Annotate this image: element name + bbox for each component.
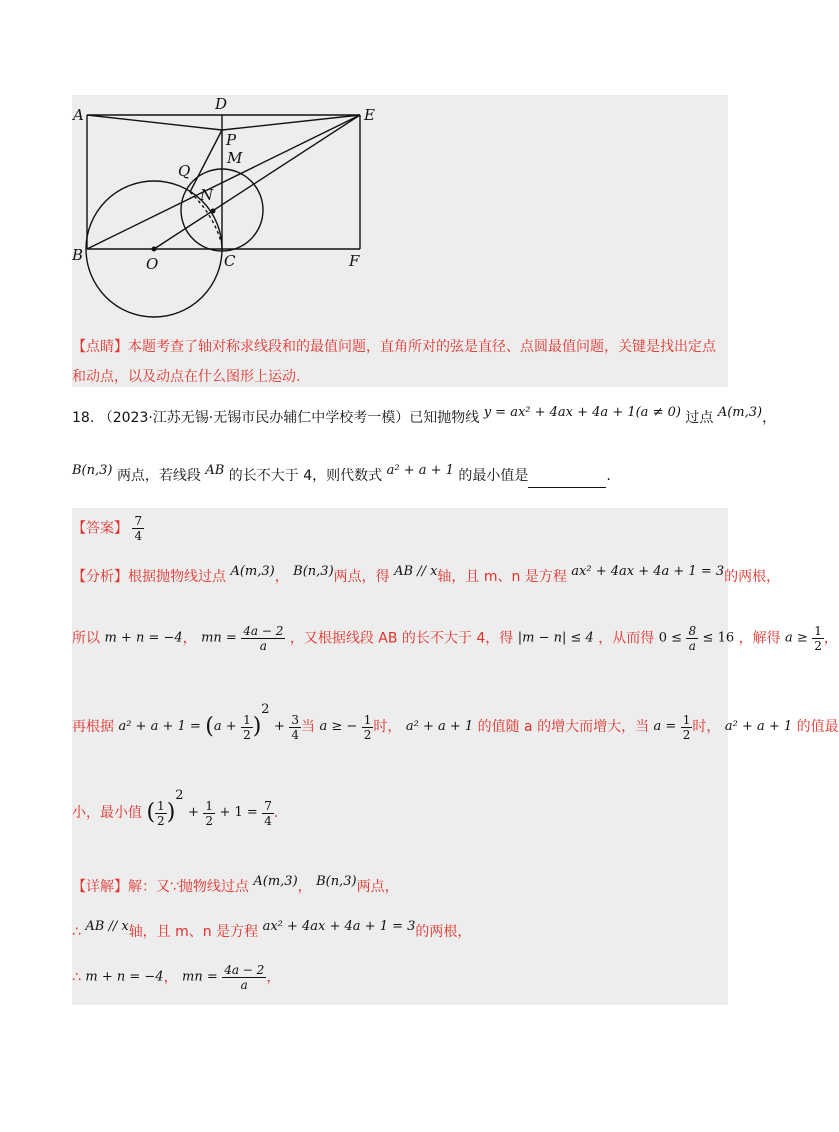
- analysis-line1: [72, 566, 780, 589]
- analysis-l2-agd: 2: [814, 639, 822, 653]
- analysis-l3-plus: +: [274, 719, 285, 734]
- label-Q: Q: [178, 162, 191, 180]
- detail-l1-pointB: B(n,3): [316, 874, 357, 889]
- analysis-l3-fd: 2: [243, 727, 251, 742]
- solution-panel: [72, 508, 839, 1005]
- analysis-line4: [72, 788, 279, 828]
- label-A: A: [73, 106, 84, 124]
- analysis-l1b: 两点，得: [333, 569, 390, 585]
- analysis-l4-rest: + 1 =: [219, 805, 258, 820]
- analysis-l4-qn: 1: [205, 798, 214, 813]
- dianjing-line2: [72, 366, 300, 388]
- analysis-l3-square: 2: [261, 702, 270, 717]
- question-18: [72, 395, 777, 495]
- label-O: O: [146, 255, 159, 273]
- question-text2c: 的最小值是: [458, 468, 529, 484]
- analysis-l2-ageq: a ≥: [785, 630, 808, 646]
- analysis-l2-ineq-frac: [686, 624, 698, 653]
- analysis-l1-pointB: B(n,3): [293, 564, 334, 579]
- dianjing-tag: 【点睛】: [72, 339, 128, 355]
- answer-row: [72, 514, 144, 543]
- question-text2b: 的长不大于 4，则代数式: [228, 468, 383, 484]
- geometry-figure: [72, 95, 728, 320]
- detail-l2c: 的两根，: [415, 924, 472, 940]
- answer-num: 7: [134, 514, 143, 528]
- answer-fraction: [132, 514, 144, 543]
- analysis-l2-id: a: [688, 639, 696, 653]
- detail-l1a: 解：又∵抛物线过点: [128, 879, 249, 895]
- analysis-l4-qd: 2: [205, 813, 214, 828]
- detail-l1-pointA: A(m,3): [253, 874, 298, 889]
- analysis-l4-frac3: [262, 799, 274, 828]
- analysis-l2-pd: a: [259, 639, 267, 653]
- analysis-l4-square: 2: [175, 788, 184, 803]
- analysis-l3-expr1: a² + a + 1 =: [118, 719, 201, 734]
- label-B: B: [72, 246, 84, 264]
- question-line1: [72, 407, 776, 430]
- label-F: F: [349, 252, 360, 270]
- detail-line2: [72, 921, 471, 944]
- analysis-l2f: ，: [823, 630, 838, 647]
- detail-l2a: ∴: [72, 924, 81, 940]
- analysis-l3-frac3: [362, 713, 374, 742]
- analysis-l4a: 小，最小值: [72, 805, 142, 821]
- analysis-l1-pointA: A(m,3): [230, 564, 275, 579]
- segment-BE: [87, 115, 360, 249]
- question-text2a: 两点，若线段: [116, 468, 201, 484]
- analysis-l3-tn: 3: [291, 712, 300, 727]
- analysis-l3b: 当: [301, 719, 316, 735]
- analysis-l1e: 的两根，: [724, 569, 781, 585]
- analysis-l2-sum: m + n = −4: [104, 630, 183, 646]
- analysis-l3-cd: 2: [363, 727, 372, 742]
- analysis-l3a: 再根据: [72, 719, 114, 735]
- analysis-l2a: 所以: [72, 630, 100, 647]
- analysis-l3-frac2: [289, 713, 301, 742]
- point-O-dot: [152, 247, 157, 252]
- detail-l3d: ，: [266, 969, 281, 986]
- dianjing-text1: 本题考查了轴对称求线段和的最值问题，直角所对的弦是直径、点圆最值问题，关键是找出定点: [128, 339, 716, 355]
- analysis-line2: [72, 624, 838, 653]
- detail-l3a: ∴: [72, 969, 81, 986]
- analysis-l2-product-frac: [241, 624, 285, 653]
- answer-tag: 【答案】: [72, 520, 128, 537]
- question-point-A: A(m,3): [717, 405, 763, 420]
- analysis-l3-gd: 2: [682, 727, 691, 742]
- question-end: .: [606, 468, 611, 484]
- analysis-l4-hd: 2: [157, 813, 165, 828]
- label-N: N: [200, 186, 214, 204]
- analysis-l3-expr2: a² + a + 1: [405, 719, 474, 734]
- analysis-l2-pn: 4a − 2: [243, 624, 284, 638]
- analysis-l2-agn: 1: [814, 624, 822, 638]
- analysis-l3h: 时，: [692, 719, 721, 735]
- analysis-l4-sn: 7: [264, 798, 272, 813]
- analysis-l2c: ，: [182, 630, 197, 647]
- analysis-l3-cn: 1: [363, 712, 372, 727]
- analysis-l2-abs: |m − n| ≤ 4: [517, 630, 594, 646]
- question-seg-AB: AB: [205, 463, 225, 478]
- question-parabola-eq: y = ax² + 4ax + 4a + 1(a ≠ 0): [483, 405, 681, 420]
- question-line2: [72, 465, 611, 488]
- analysis-l3-gn: 1: [682, 712, 691, 727]
- analysis-l3i: 的值最: [796, 719, 839, 735]
- analysis-l3-aeq: a =: [653, 719, 677, 734]
- question-comma: ，: [762, 410, 777, 426]
- analysis-l4-sd: 4: [264, 813, 272, 828]
- detail-l3-sum: m + n = −4: [85, 969, 164, 985]
- detail-l3-pd: a: [240, 978, 248, 992]
- detail-line3: [72, 963, 280, 992]
- analysis-l3-cond: a ≥ −: [319, 719, 358, 734]
- analysis-l3-rparen: ): [252, 714, 262, 739]
- label-M: M: [227, 149, 243, 167]
- segment-PQ: [190, 130, 222, 192]
- analysis-l1-parallel: AB // x: [394, 564, 438, 579]
- analysis-l4-frac2: [203, 799, 215, 828]
- detail-l2b: 轴，且 m、n 是方程: [128, 924, 259, 940]
- analysis-l3-td: 4: [291, 727, 300, 742]
- label-D: D: [215, 95, 228, 113]
- analysis-l3-fn: 1: [243, 712, 251, 727]
- analysis-l1a: 根据抛物线过点: [128, 569, 226, 585]
- segment-AP: [87, 115, 222, 130]
- detail-l3-frac: [222, 963, 266, 992]
- analysis-l2-in: 8: [688, 624, 697, 638]
- analysis-l3-expr3: a² + a + 1: [724, 719, 793, 734]
- analysis-l2d: ，从而得: [598, 630, 655, 647]
- analysis-l3-frac1: [241, 713, 253, 742]
- analysis-l1-eq: ax² + 4ax + 4a + 1 = 3: [571, 564, 725, 579]
- question-pass: 过点: [685, 410, 714, 426]
- dianjing-line1: [72, 336, 716, 358]
- question-expr: a² + a + 1: [386, 463, 454, 478]
- detail-l3-pn: 4a − 2: [224, 963, 265, 977]
- detail-l1c: ，: [297, 879, 312, 895]
- analysis-tag: 【分析】: [72, 569, 128, 585]
- analysis-l2-ineq-right: ≤ 16: [702, 630, 735, 646]
- analysis-l4-end: .: [273, 805, 279, 821]
- detail-l2-eq: ax² + 4ax + 4a + 1 = 3: [262, 919, 416, 934]
- analysis-l3-lparen: (: [205, 714, 214, 739]
- analysis-l1d: 轴，且 m、n 是方程: [437, 569, 567, 585]
- analysis-l3f: 的值随 a 的增大而增大，当: [477, 719, 650, 735]
- analysis-l4-lparen: (: [146, 800, 156, 825]
- analysis-l4-frac1: [155, 799, 167, 828]
- analysis-l3-frac4: [681, 713, 693, 742]
- answer-blank: [528, 474, 606, 488]
- detail-l3-product: mn =: [182, 969, 218, 985]
- point-N-dot: [211, 209, 216, 214]
- analysis-l1c: ，: [274, 569, 289, 585]
- answer-den: 4: [134, 529, 143, 543]
- analysis-l4-plus: +: [188, 805, 199, 820]
- figure-and-note-panel: [72, 95, 728, 387]
- analysis-l3d: 时，: [373, 719, 402, 735]
- detail-tag: 【详解】: [72, 879, 128, 895]
- question-source: （2023·江苏无锡·无锡市民办辅仁中学校考一模）已知抛物线: [98, 410, 480, 426]
- analysis-l2-product: mn =: [201, 630, 237, 646]
- detail-line1: [72, 876, 399, 899]
- analysis-l4-rparen: ): [166, 800, 176, 825]
- question-point-B: B(n,3): [72, 463, 113, 478]
- label-C: C: [224, 252, 236, 270]
- analysis-l2-ineq-left: 0 ≤: [658, 630, 682, 646]
- analysis-l3-a: a +: [213, 719, 237, 734]
- analysis-l4-hn: 1: [157, 798, 165, 813]
- analysis-line3: [72, 702, 839, 742]
- label-E: E: [364, 106, 375, 124]
- dianjing-text2: 和动点，以及动点在什么图形上运动.: [72, 369, 301, 385]
- question-number: 18.: [72, 410, 95, 426]
- label-P: P: [226, 131, 237, 149]
- detail-l3c: ，: [163, 969, 178, 986]
- analysis-l2-ageq-frac: [812, 624, 824, 653]
- detail-l1b: 两点，: [356, 879, 399, 895]
- detail-l2-parallel: AB // x: [85, 919, 129, 934]
- analysis-l2b: ，又根据线段 AB 的长不大于 4，得: [289, 630, 514, 647]
- analysis-l2e: ，解得: [738, 630, 781, 647]
